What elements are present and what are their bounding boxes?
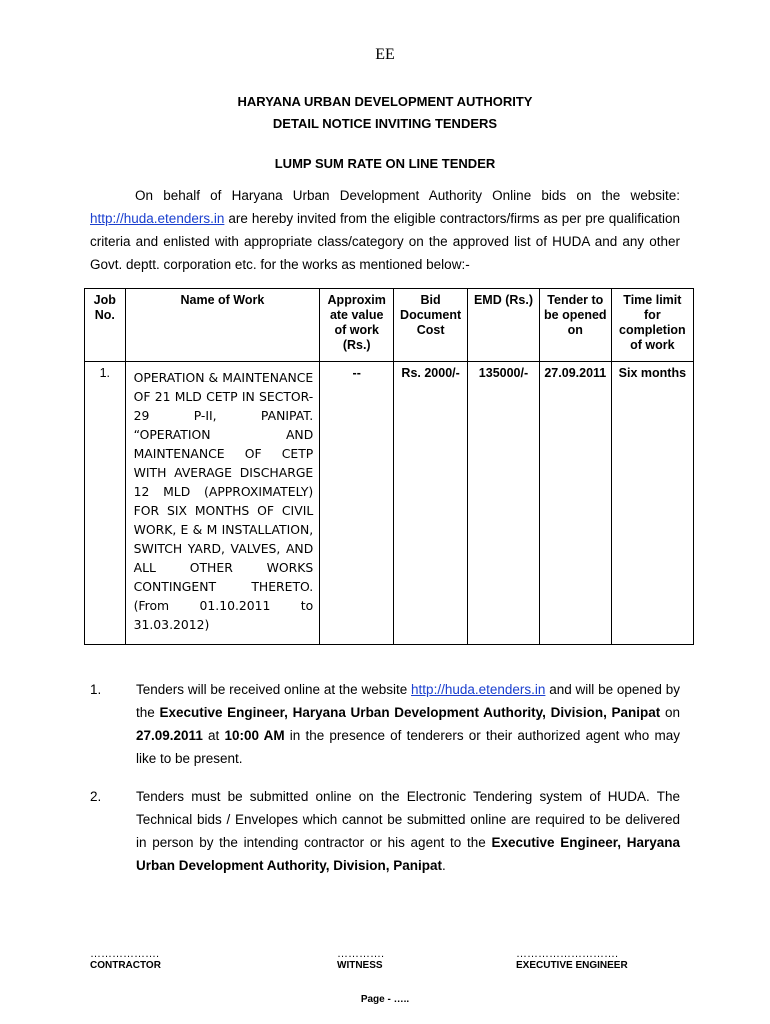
clause-text — [136, 678, 680, 770]
clause-1-text-e: in the presence of tenderers or their authorized agent who may like to be present. — [136, 728, 680, 766]
header-approx-value: Approxim ate value of work (Rs.) — [320, 289, 394, 362]
witness-label: WITNESS — [337, 960, 383, 971]
clause-2-authority: Executive Engineer, Haryana Urban Development Authority, Division, Panipat — [136, 835, 680, 873]
clause-1-time: 10:00 AM — [224, 728, 285, 743]
cell-approx-value: -- — [320, 362, 394, 645]
intro-text-2: are hereby invited from the eligible contractors/firms as per pre qualification criteria and enlisted with appropriate class/category on the approved list of HUDA and any other Govt. deptt. corporation etc. for the works as mentioned below:- — [90, 211, 680, 272]
cell-bid-cost: Rs. 2000/- — [394, 362, 468, 645]
clause-number: 2. — [90, 789, 102, 804]
clause-2-text-a: Tenders must be submitted online on the Electronic Tendering system of HUDA. The Technical bids / Envelopes which cannot be submitted online are required to be delivered in person by the intending contractor or his agent to the — [136, 789, 680, 850]
header-job-no: Job No. — [85, 289, 126, 362]
signature-engineer — [516, 948, 628, 971]
cell-time-limit: Six months — [611, 362, 693, 645]
header-bid-cost: Bid Document Cost — [394, 289, 468, 362]
header-time-limit: Time limit for completion of work — [611, 289, 693, 362]
intro-paragraph — [90, 184, 680, 276]
tender-subtitle: LUMP SUM RATE ON LINE TENDER — [274, 156, 496, 171]
header-emd: EMD (Rs.) — [468, 289, 540, 362]
signature-line: …………. — [337, 948, 385, 960]
clause-1-text-c: on — [660, 705, 680, 720]
tender-table — [84, 288, 694, 645]
clause-2-text-b: . — [442, 858, 446, 873]
table-row — [85, 362, 694, 645]
clause-1-text-a: Tenders will be received online at the website — [136, 682, 412, 697]
clause-number: 1. — [90, 682, 102, 697]
clause-1-text-d: at — [202, 728, 225, 743]
intro-text-1: On behalf of Haryana Urban Development Authority Online bids on the website: — [135, 188, 680, 203]
clause-1-text-b: and will be opened by the — [136, 682, 680, 720]
signature-witness — [337, 948, 384, 971]
notice-title: DETAIL NOTICE INVITING TENDERS — [272, 116, 498, 131]
page-number: Page - ….. — [360, 994, 410, 1005]
cell-tender-date: 27.09.2011 — [539, 362, 611, 645]
clause-text — [136, 785, 680, 877]
header-name-of-work: Name of Work — [125, 289, 320, 362]
cell-emd: 135000/- — [468, 362, 540, 645]
signature-line: ………………. — [90, 948, 160, 960]
etenders-link[interactable]: http://huda.etenders.in — [90, 211, 225, 226]
clause-1-date: 27.09.2011 — [136, 728, 203, 743]
cell-job-no: 1. — [85, 362, 126, 645]
signature-contractor — [90, 948, 161, 971]
header-tender-opened: Tender to be opened on — [539, 289, 611, 362]
clause-1-authority: Executive Engineer, Haryana Urban Development Authority, Division, Panipat — [159, 705, 661, 720]
clause-2 — [90, 785, 680, 877]
organization-heading: HARYANA URBAN DEVELOPMENT AUTHORITY — [237, 94, 533, 109]
contractor-label: CONTRACTOR — [90, 960, 161, 971]
document-code: EE — [375, 46, 395, 63]
signature-line: ………………………. — [516, 948, 619, 960]
table-header-row — [85, 289, 694, 362]
clause-1 — [90, 678, 680, 770]
engineer-label: EXECUTIVE ENGINEER — [516, 960, 628, 971]
etenders-link-2[interactable]: http://huda.etenders.in — [411, 682, 546, 697]
cell-name-of-work: OPERATION & MAINTENANCE OF 21 MLD CETP IN SECTOR-29 P-II, PANIPAT. “OPERATION AND MAINTENANCE OF CETP WITH AVERAGE DISCHARGE 12 MLD (APPROXIMATELY) FOR SIX MONTHS OF CIVIL WORK, E & M INSTALLATION, SWITCH YARD, VALVES, AND ALL OTHER WORKS CONTINGENT THERETO. (From 01.10.2011 to 31.03.2012) — [125, 362, 320, 645]
